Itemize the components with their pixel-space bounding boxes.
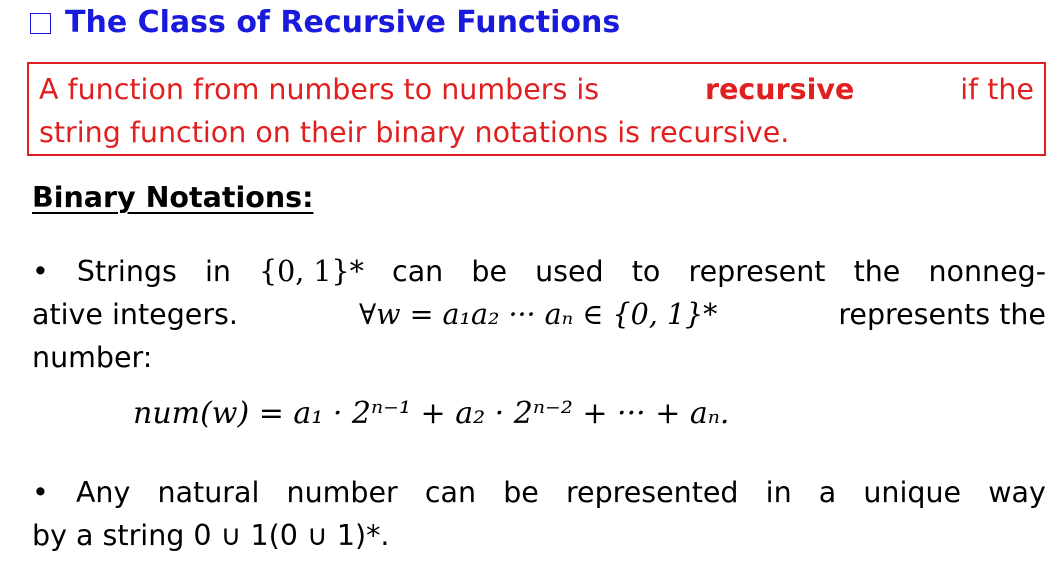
definition-box: [27, 62, 1046, 156]
bullet-1-line-1: [32, 250, 1046, 293]
word: can: [424, 476, 477, 509]
definition-keyword: recursive: [705, 73, 855, 106]
bullet-1: [32, 250, 1046, 379]
word: be: [471, 255, 507, 288]
definition-line-2: [39, 111, 1034, 154]
definition-line-1-post: if the: [960, 73, 1034, 106]
word: Strings: [76, 255, 177, 288]
definition-line-1-pre: A function from numbers to numbers is: [39, 73, 600, 106]
word: in: [204, 255, 231, 288]
bullet-1-line-3: [32, 336, 1046, 379]
word: Any: [75, 476, 131, 509]
slide-title: [30, 2, 620, 42]
bullet-2-line-2: [32, 514, 1046, 557]
word: used: [535, 255, 604, 288]
word: nonneg-: [928, 255, 1046, 288]
word: number: [286, 476, 398, 509]
slide-title-text: The Class of Recursive Functions: [65, 4, 621, 40]
definition-line-2-text: string function on their binary notations is recursive.: [39, 116, 790, 149]
bullet-1-line-2-b: represents the: [838, 298, 1046, 331]
bullet-1-line-2: [32, 293, 1046, 336]
bullet-2: [32, 471, 1046, 557]
word: be: [503, 476, 539, 509]
word: way: [988, 476, 1046, 509]
math-set-binary: {0, 1}*: [259, 255, 364, 288]
word: unique: [863, 476, 962, 509]
word: a: [818, 476, 837, 509]
checkbox-square-icon: [30, 13, 51, 34]
word: can: [392, 255, 444, 288]
word: to: [631, 255, 661, 288]
word: •: [32, 476, 49, 509]
bullet-1-line-3-text: number:: [32, 341, 153, 374]
math-word-definition: ∀w = a₁a₂ ··· aₙ ∈ {0, 1}*: [358, 298, 718, 331]
word: represented: [565, 476, 739, 509]
bullet-2-line-2-text: by a string 0 ∪ 1(0 ∪ 1)*.: [32, 519, 390, 552]
word: •: [32, 255, 49, 288]
word: natural: [157, 476, 260, 509]
definition-line-1: [39, 68, 1034, 111]
bullet-2-line-1: [32, 471, 1046, 514]
num-formula: num(w) = a₁ · 2ⁿ⁻¹ + a₂ · 2ⁿ⁻² + ··· + aₙ.: [133, 396, 730, 431]
bullet-1-line-2-a: ative integers.: [32, 298, 238, 331]
word: the: [853, 255, 901, 288]
section-heading: Binary Notations:: [32, 181, 314, 214]
word: in: [765, 476, 792, 509]
word: represent: [688, 255, 826, 288]
